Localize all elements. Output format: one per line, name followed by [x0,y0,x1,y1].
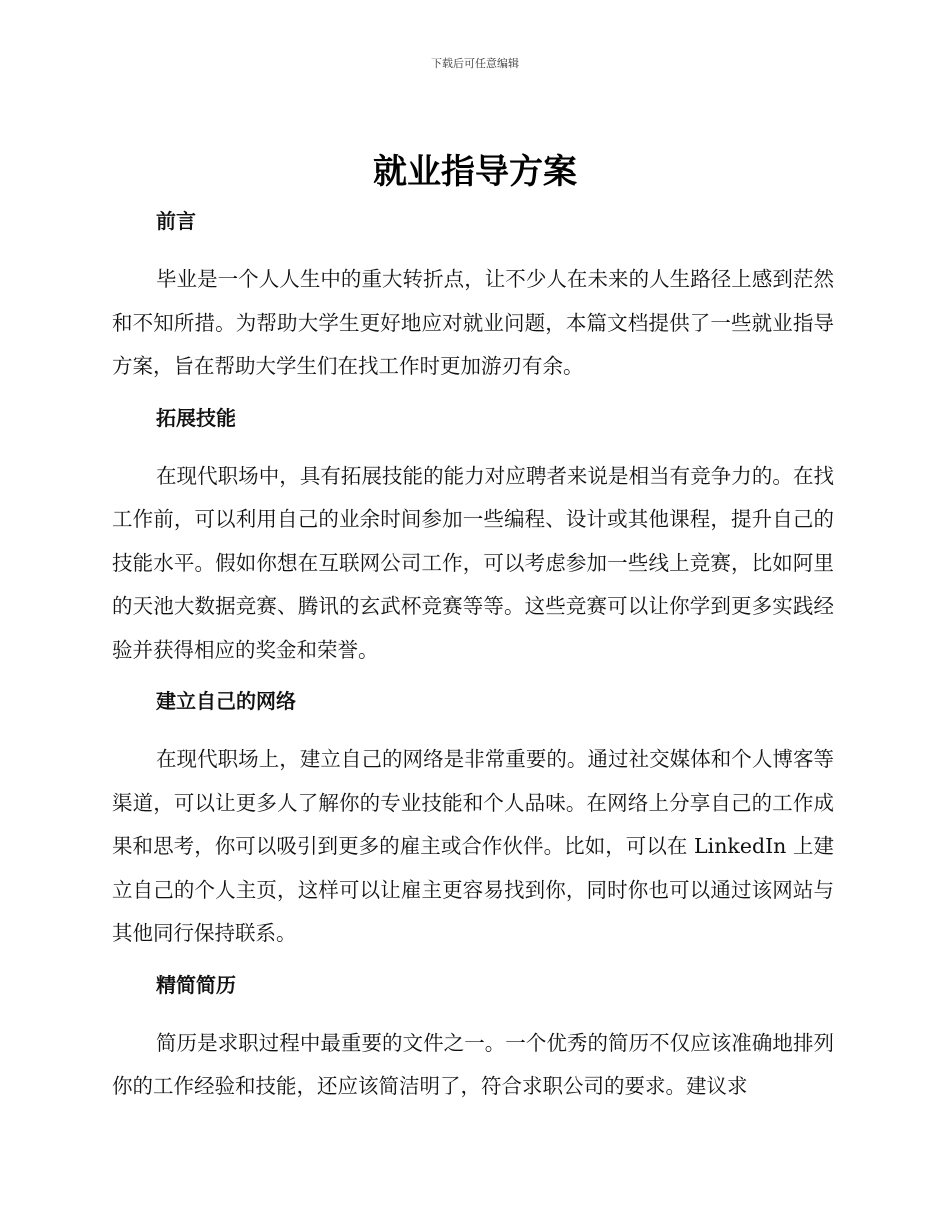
section-body-build-network: 在现代职场上，建立自己的网络是非常重要的。通过社交媒体和个人博客等渠道，可以让更多人了解你的专业技能和个人品味。在网络上分享自己的工作成果和思考，你可以吸引到更多的雇主或合作伙伴。比如，可以在 LinkedIn 上建立自己的个人主页，这样可以让雇主更容易找到你，同时你也可以通过该网站与其他同行保持联系。 [112,747,834,945]
section-body-expand-skills: 在现代职场中，具有拓展技能的能力对应聘者来说是相当有竞争力的。在找工作前，可以利用自己的业余时间参加一些编程、设计或其他课程，提升自己的技能水平。假如你想在互联网公司工作，可以考虑参加一些线上竞赛，比如阿里的天池大数据竞赛、腾讯的玄武杯竞赛等等。这些竞赛可以让你学到更多实践经验并获得相应的奖金和荣誉。 [112,463,834,662]
page-header: 下载后可任意编辑 [431,57,519,70]
section-heading-expand-skills: 拓展技能 [156,405,236,430]
document-title: 就业指导方案 [373,152,577,192]
section-body-concise-resume: 简历是求职过程中最重要的文件之一。一个优秀的简历不仅应该准确地排列你的工作经验和技能，还应该简洁明了，符合求职公司的要求。建议求 [112,1030,834,1098]
document-body [112,198,834,1123]
section-heading-preface: 前言 [156,209,196,233]
section-heading-build-network: 建立自己的网络 [156,689,296,713]
section-heading-concise-resume: 精简简历 [156,972,236,997]
section-body-preface: 毕业是一个人人生中的重大转折点，让不少人在未来的人生路径上感到茫然和不知所措。为帮助大学生更好地应对就业问题，本篇文档提供了一些就业指导方案，旨在帮助大学生们在找工作时更加游刃有余。 [112,267,834,378]
